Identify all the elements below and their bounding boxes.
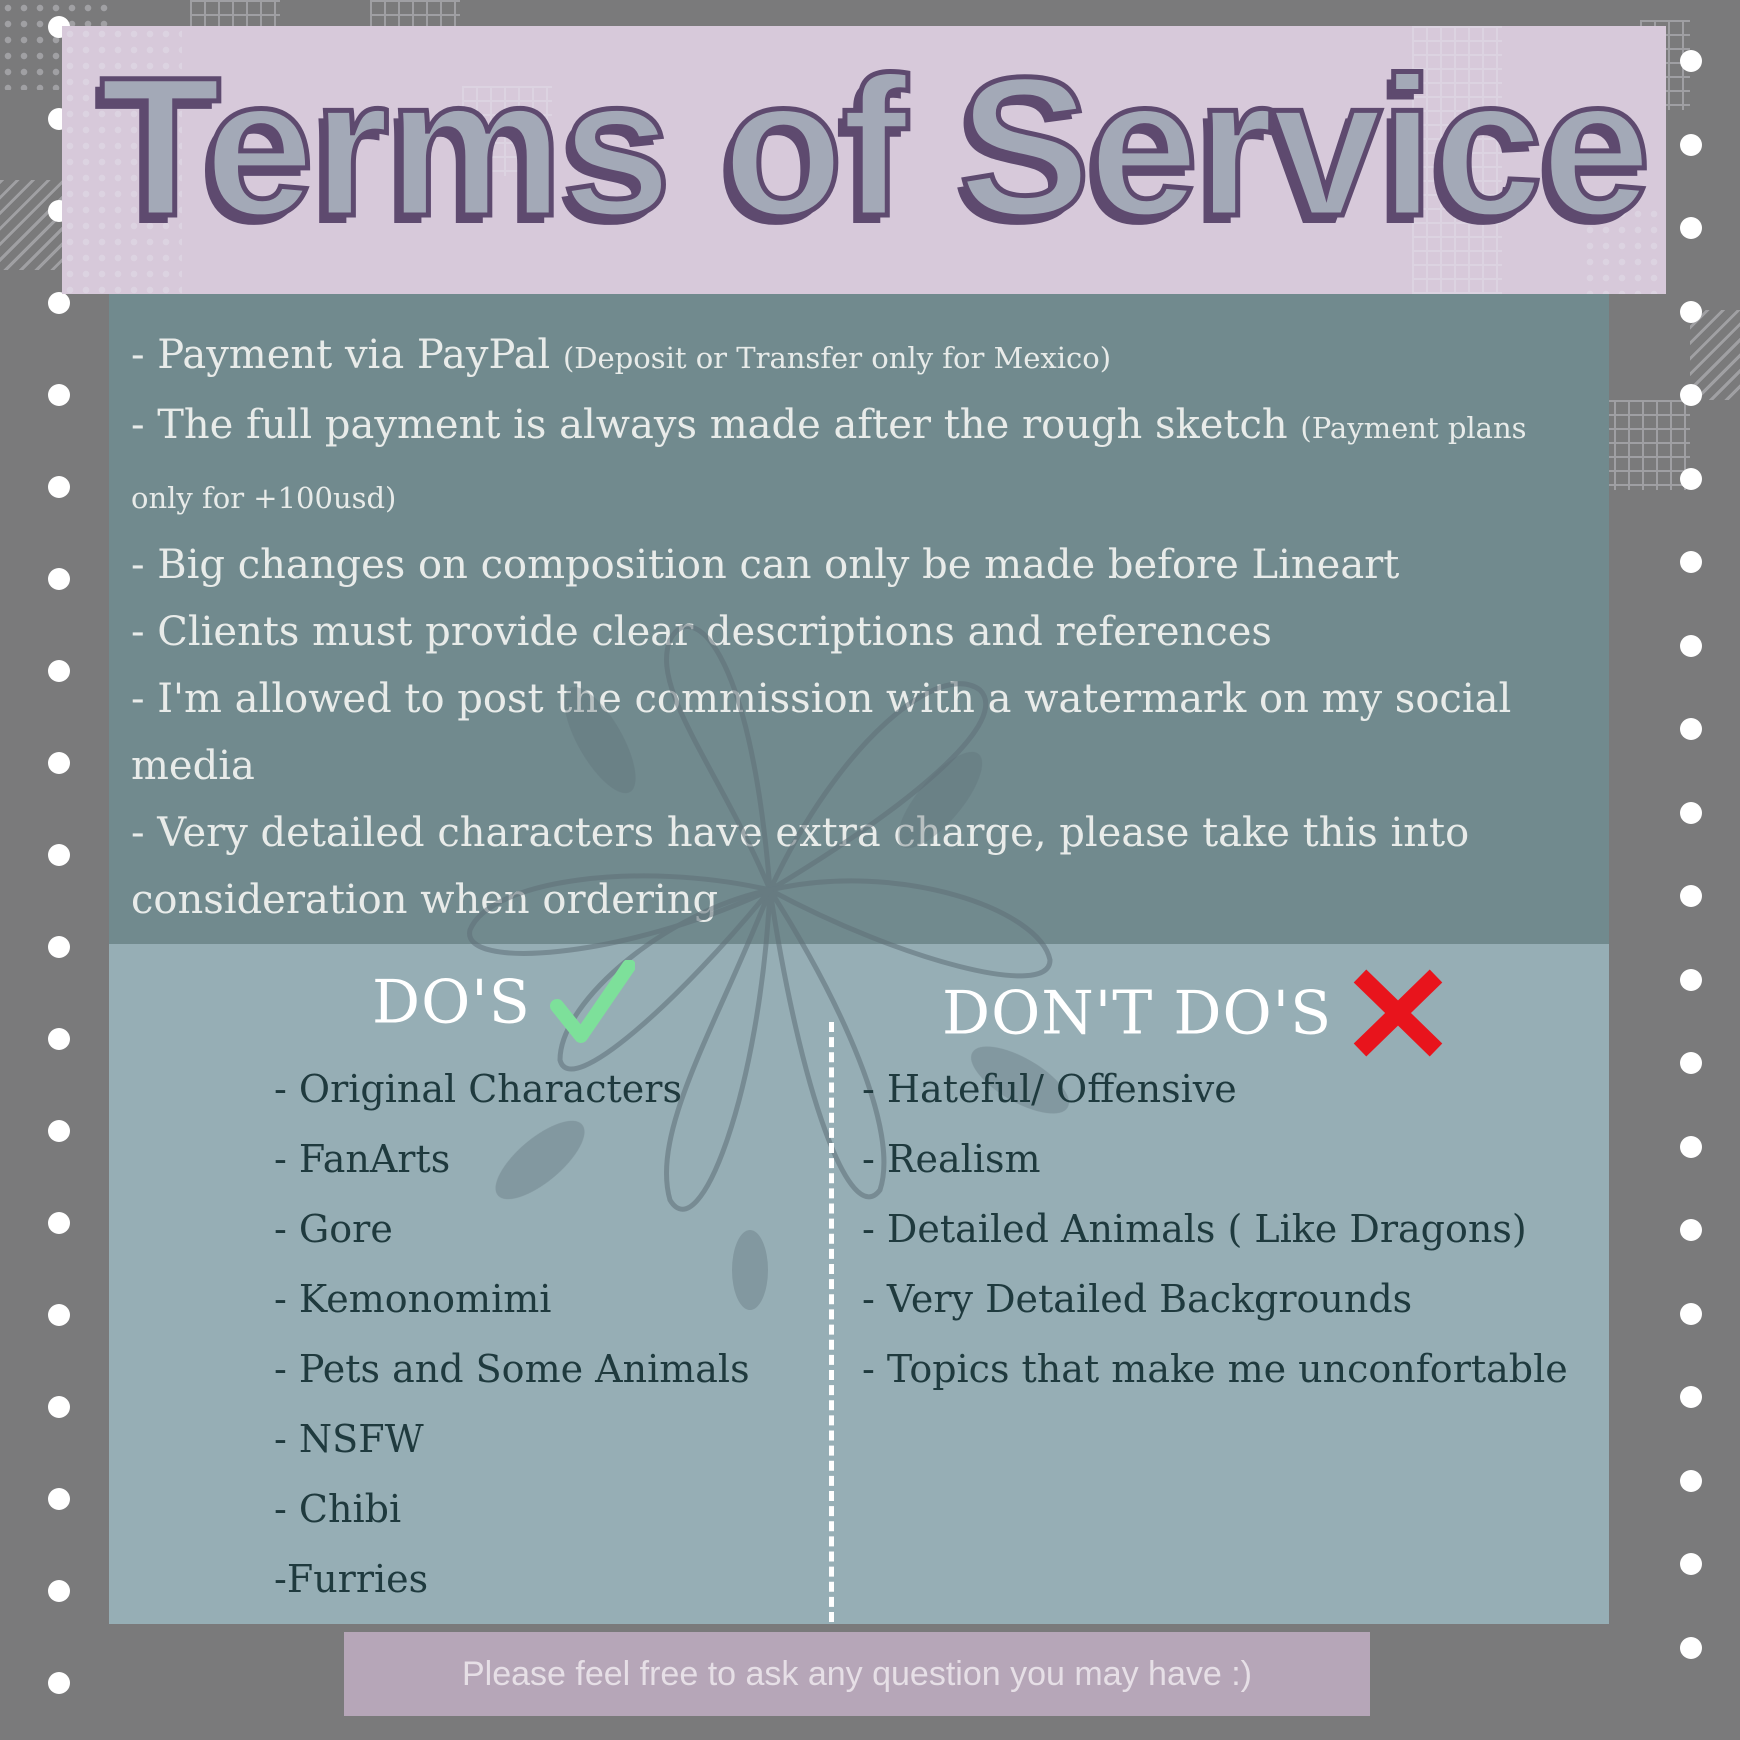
dos-heading — [372, 960, 635, 1054]
border-dot — [48, 1120, 70, 1142]
border-dot — [1680, 301, 1702, 323]
border-dot — [48, 1580, 70, 1602]
term-item: - Payment via PayPal (Deposit or Transfer only for Mexico) — [131, 332, 1112, 378]
border-dot — [48, 660, 70, 682]
border-dot — [1680, 217, 1702, 239]
border-dot — [48, 936, 70, 958]
border-dot — [1680, 1553, 1702, 1575]
border-dot — [1680, 1386, 1702, 1408]
red-x-icon — [1350, 968, 1446, 1068]
footer-text: Please feel free to ask any question you may have :) — [461, 1655, 1252, 1693]
page-title: Terms of Service — [100, 36, 1650, 257]
border-dot — [1680, 1303, 1702, 1325]
dos-item: - NSFW — [274, 1417, 424, 1461]
border-dot — [1680, 635, 1702, 657]
border-dot — [1680, 468, 1702, 490]
donts-list — [862, 1054, 1568, 1404]
border-dot — [48, 292, 70, 314]
border-dot — [48, 1396, 70, 1418]
footer-banner — [344, 1632, 1370, 1716]
dos-heading-label: DO'S — [372, 967, 531, 1038]
donts-item: - Very Detailed Backgrounds — [862, 1277, 1413, 1321]
dos-item: -Furries — [274, 1557, 429, 1601]
border-dot — [48, 384, 70, 406]
donts-item: - Realism — [862, 1137, 1041, 1181]
left-dot-border — [0, 0, 40, 1740]
term-item: - Very detailed characters have extra charge, please take this into consideration when ordering — [131, 810, 1470, 923]
border-dot — [48, 1028, 70, 1050]
term-item: - I'm allowed to post the commission with a watermark on my social media — [131, 676, 1512, 789]
dos-item: - Kemonomimi — [274, 1277, 552, 1321]
term-item: - Clients must provide clear descriptions and references — [131, 609, 1272, 655]
border-dot — [48, 568, 70, 590]
border-dot — [1680, 551, 1702, 573]
donts-item: - Topics that make me unconfortable — [862, 1347, 1568, 1391]
dos-item: - Gore — [274, 1207, 393, 1251]
right-dot-border — [1660, 0, 1700, 1740]
dos-item: - Original Characters — [274, 1067, 682, 1111]
border-dot — [1680, 1637, 1702, 1659]
border-dot — [1680, 1470, 1702, 1492]
border-dot — [48, 844, 70, 866]
border-dot — [1680, 885, 1702, 907]
term-item: - The full payment is always made after the rough sketch (Payment plans only for +100usd) — [131, 402, 1527, 515]
dos-item: - Pets and Some Animals — [274, 1347, 750, 1391]
border-dot — [1680, 802, 1702, 824]
term-item: - Big changes on composition can only be made before Lineart — [131, 542, 1400, 588]
dashed-divider — [829, 1022, 834, 1622]
dos-item: - FanArts — [274, 1137, 451, 1181]
border-dot — [48, 1488, 70, 1510]
dos-item: - Chibi — [274, 1487, 402, 1531]
border-dot — [48, 752, 70, 774]
dos-list — [274, 1054, 750, 1614]
border-dot — [1680, 969, 1702, 991]
border-dot — [1680, 1219, 1702, 1241]
border-dot — [1680, 384, 1702, 406]
donts-heading-label: DON'T DO'S — [942, 978, 1333, 1049]
border-dot — [48, 1672, 70, 1694]
donts-item: - Detailed Animals ( Like Dragons) — [862, 1207, 1527, 1251]
donts-item: - Hateful/ Offensive — [862, 1067, 1237, 1111]
border-dot — [48, 476, 70, 498]
border-dot — [48, 1212, 70, 1234]
donts-heading — [942, 968, 1446, 1068]
border-dot — [1680, 1136, 1702, 1158]
green-check-icon — [549, 960, 635, 1054]
border-dot — [1680, 134, 1702, 156]
border-dot — [1680, 50, 1702, 72]
border-dot — [1680, 718, 1702, 740]
border-dot — [48, 1304, 70, 1326]
border-dot — [1680, 1052, 1702, 1074]
